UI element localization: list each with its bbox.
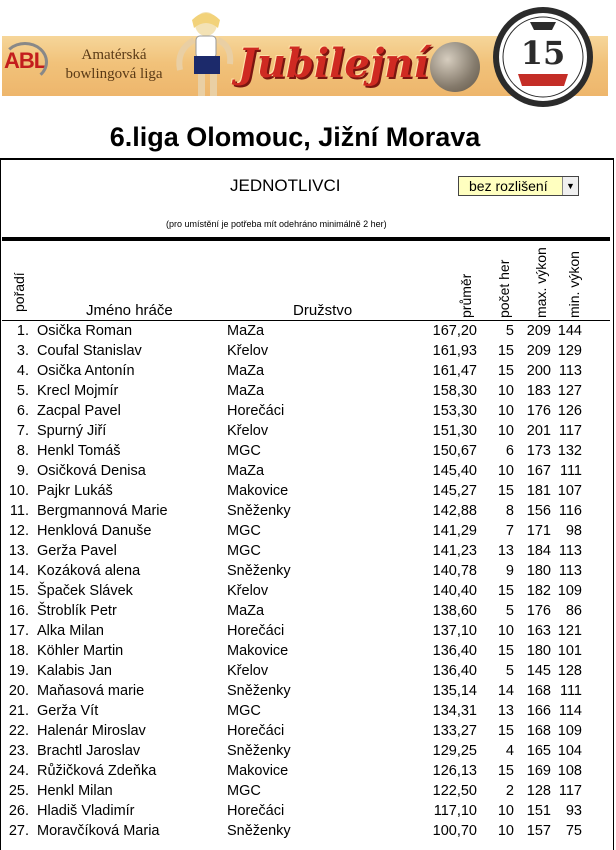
- average-cell: 136,40: [432, 663, 477, 679]
- max-score-cell: 168: [526, 683, 551, 699]
- team-cell: MaZa: [227, 603, 265, 619]
- average-cell: 158,30: [432, 383, 477, 399]
- games-count-cell: 10: [497, 623, 514, 639]
- column-header-max: max. výkon: [533, 247, 549, 318]
- games-count-cell: 10: [497, 463, 514, 479]
- rank-cell: 24.: [8, 763, 29, 779]
- rank-cell: 5.: [16, 383, 29, 399]
- rank-cell: 15.: [8, 583, 29, 599]
- rank-cell: 25.: [8, 783, 29, 799]
- table-row: [0, 682, 612, 702]
- min-score-cell: 93: [565, 803, 582, 819]
- team-cell: Sněženky: [227, 503, 291, 519]
- rank-cell: 14.: [8, 563, 29, 579]
- team-cell: MaZa: [227, 383, 265, 399]
- games-count-cell: 15: [497, 363, 514, 379]
- player-name-cell: Köhler Martin: [37, 643, 124, 659]
- rank-cell: 4.: [16, 363, 29, 379]
- team-cell: MGC: [227, 523, 261, 539]
- table-row: [0, 462, 612, 482]
- average-cell: 117,10: [433, 803, 477, 819]
- average-cell: 151,30: [432, 423, 477, 439]
- bowling-ball-icon: [430, 42, 480, 92]
- player-name-cell: Pajkr Lukáš: [37, 483, 113, 499]
- table-row: [0, 402, 612, 422]
- team-cell: Sněženky: [227, 743, 291, 759]
- team-cell: Horečáci: [227, 623, 285, 639]
- player-name-cell: Kalabis Jan: [37, 663, 112, 679]
- average-cell: 167,20: [432, 323, 477, 339]
- table-row: [0, 622, 612, 642]
- player-name-cell: Gerža Pavel: [37, 543, 117, 559]
- max-score-cell: 173: [526, 443, 551, 459]
- abl-logo[interactable]: [4, 48, 46, 74]
- anniversary-seal-icon: [490, 4, 596, 110]
- column-header-rank: pořadí: [11, 272, 27, 312]
- chevron-down-icon[interactable]: ▼: [562, 177, 578, 195]
- team-cell: Makovice: [227, 483, 289, 499]
- rank-cell: 20.: [8, 683, 29, 699]
- table-row: [0, 362, 612, 382]
- average-cell: 141,29: [432, 523, 477, 539]
- rank-cell: 3.: [16, 343, 29, 359]
- page-title: 6.liga Olomouc, Jižní Morava: [109, 122, 481, 152]
- league-name-line2: bowlingová liga: [65, 66, 163, 82]
- table-row: [0, 442, 612, 462]
- rank-cell: 16.: [8, 603, 29, 619]
- team-cell: Křelov: [227, 343, 269, 359]
- rank-cell: 22.: [8, 723, 29, 739]
- table-row: [0, 502, 612, 522]
- player-name-cell: Henkl Milan: [37, 783, 113, 799]
- min-score-cell: 109: [557, 723, 582, 739]
- jubilee-text: Jubilejní: [238, 40, 429, 87]
- player-name-cell: Bergmannová Marie: [37, 503, 168, 519]
- table-row: [0, 582, 612, 602]
- average-cell: 133,27: [432, 723, 477, 739]
- seal-number: 15: [520, 34, 566, 72]
- team-cell: Křelov: [227, 663, 269, 679]
- rank-cell: 27.: [8, 823, 29, 839]
- average-cell: 145,40: [432, 463, 477, 479]
- min-score-cell: 117: [558, 783, 582, 799]
- games-count-cell: 5: [505, 603, 514, 619]
- column-header-avg: průměr: [458, 273, 474, 318]
- team-cell: Horečáci: [227, 723, 285, 739]
- min-score-cell: 111: [559, 683, 582, 699]
- team-cell: MaZa: [227, 323, 265, 339]
- max-score-cell: 184: [526, 543, 551, 559]
- min-score-cell: 121: [557, 623, 582, 639]
- average-cell: 145,27: [432, 483, 477, 499]
- team-cell: Horečáci: [227, 803, 285, 819]
- rank-cell: 7.: [16, 423, 29, 439]
- column-header-divider: [2, 320, 610, 321]
- games-count-cell: 4: [505, 743, 514, 759]
- average-cell: 122,50: [432, 783, 477, 799]
- table-row: [0, 562, 612, 582]
- average-cell: 137,10: [432, 623, 477, 639]
- team-cell: MGC: [227, 543, 261, 559]
- max-score-cell: 128: [526, 783, 551, 799]
- team-cell: Křelov: [227, 423, 269, 439]
- rank-cell: 1.: [16, 323, 29, 339]
- table-row: [0, 802, 612, 822]
- min-score-cell: 86: [565, 603, 582, 619]
- max-score-cell: 168: [526, 723, 551, 739]
- average-cell: 153,30: [432, 403, 477, 419]
- player-name-cell: Moravčíková Maria: [37, 823, 160, 839]
- logo-ring-icon: [2, 42, 48, 82]
- table-row: [0, 782, 612, 802]
- player-name-cell: Hladiš Vladimír: [37, 803, 135, 819]
- games-count-cell: 9: [505, 563, 514, 579]
- average-cell: 135,14: [432, 683, 477, 699]
- max-score-cell: 163: [526, 623, 551, 639]
- team-cell: MGC: [227, 443, 261, 459]
- player-name-cell: Krecl Mojmír: [37, 383, 119, 399]
- column-header-games: počet her: [496, 259, 512, 318]
- max-score-cell: 200: [526, 363, 551, 379]
- max-score-cell: 166: [526, 703, 551, 719]
- rank-cell: 19.: [8, 663, 29, 679]
- max-score-cell: 176: [526, 403, 551, 419]
- min-score-cell: 132: [557, 443, 582, 459]
- team-cell: MGC: [227, 783, 261, 799]
- team-cell: Horečáci: [227, 403, 285, 419]
- rank-cell: 11.: [9, 503, 29, 519]
- table-row: [0, 822, 612, 842]
- league-name-line1: Amatérská: [81, 47, 147, 63]
- standings-table: [0, 322, 612, 842]
- table-row: [0, 742, 612, 762]
- player-name-cell: Gerža Vít: [37, 703, 99, 719]
- max-score-cell: 156: [526, 503, 551, 519]
- logo-text: ABL: [4, 48, 47, 73]
- min-score-cell: 128: [557, 663, 582, 679]
- column-header-name: Jméno hráče: [86, 302, 173, 319]
- games-count-cell: 15: [497, 583, 514, 599]
- games-count-cell: 10: [497, 803, 514, 819]
- player-name-cell: Henkl Tomáš: [37, 443, 121, 459]
- average-cell: 136,40: [432, 643, 477, 659]
- average-cell: 140,78: [432, 563, 477, 579]
- filter-dropdown[interactable]: [458, 176, 579, 196]
- games-count-cell: 10: [497, 403, 514, 419]
- min-score-cell: 113: [558, 363, 582, 379]
- min-score-cell: 144: [557, 323, 582, 339]
- banner: [0, 0, 616, 112]
- games-count-cell: 7: [505, 523, 514, 539]
- table-row: [0, 542, 612, 562]
- rank-cell: 9.: [16, 463, 29, 479]
- player-name-cell: Růžičková Zdeňka: [37, 763, 157, 779]
- average-cell: 134,31: [432, 703, 477, 719]
- min-score-cell: 109: [557, 583, 582, 599]
- rank-cell: 21.: [8, 703, 29, 719]
- player-name-cell: Osička Roman: [37, 323, 133, 339]
- player-name-cell: Henklová Danuše: [37, 523, 152, 539]
- average-cell: 141,23: [432, 543, 477, 559]
- average-cell: 100,70: [432, 823, 477, 839]
- player-name-cell: Maňasová marie: [37, 683, 145, 699]
- max-score-cell: 151: [526, 803, 551, 819]
- team-cell: Makovice: [227, 643, 289, 659]
- team-cell: MaZa: [227, 363, 265, 379]
- average-cell: 129,25: [432, 743, 477, 759]
- table-row: [0, 662, 612, 682]
- max-score-cell: 157: [526, 823, 551, 839]
- player-name-cell: Coufal Stanislav: [37, 343, 142, 359]
- player-name-cell: Špaček Slávek: [37, 583, 133, 599]
- games-count-cell: 15: [497, 483, 514, 499]
- max-score-cell: 183: [526, 383, 551, 399]
- max-score-cell: 176: [526, 603, 551, 619]
- player-name-cell: Štroblík Petr: [37, 603, 117, 619]
- bowler-girl-icon: [170, 10, 240, 96]
- average-cell: 161,93: [432, 343, 477, 359]
- min-score-cell: 114: [558, 703, 582, 719]
- team-cell: MGC: [227, 703, 261, 719]
- games-count-cell: 6: [505, 443, 514, 459]
- max-score-cell: 209: [526, 343, 551, 359]
- min-score-cell: 104: [557, 743, 582, 759]
- team-cell: Sněženky: [227, 563, 291, 579]
- team-cell: Sněženky: [227, 823, 291, 839]
- games-count-cell: 15: [497, 343, 514, 359]
- max-score-cell: 167: [526, 463, 551, 479]
- average-cell: 126,13: [432, 763, 477, 779]
- games-count-cell: 2: [505, 783, 514, 799]
- max-score-cell: 181: [526, 483, 551, 499]
- table-row: [0, 602, 612, 622]
- player-name-cell: Kozáková alena: [37, 563, 141, 579]
- rank-cell: 6.: [16, 403, 29, 419]
- section-title: JEDNOTLIVCI: [230, 176, 341, 195]
- max-score-cell: 180: [526, 643, 551, 659]
- games-count-cell: 15: [497, 643, 514, 659]
- rank-cell: 10.: [8, 483, 29, 499]
- header-divider: [2, 237, 610, 241]
- player-name-cell: Osička Antonín: [37, 363, 135, 379]
- min-score-cell: 117: [558, 423, 582, 439]
- player-name-cell: Osičková Denisa: [37, 463, 146, 479]
- table-row: [0, 522, 612, 542]
- rank-cell: 18.: [8, 643, 29, 659]
- table-row: [0, 702, 612, 722]
- min-score-cell: 98: [565, 523, 582, 539]
- max-score-cell: 169: [526, 763, 551, 779]
- rank-cell: 8.: [16, 443, 29, 459]
- min-score-cell: 111: [559, 463, 582, 479]
- player-name-cell: Brachtl Jaroslav: [37, 743, 141, 759]
- min-score-cell: 107: [557, 483, 582, 499]
- table-row: [0, 762, 612, 782]
- team-cell: Sněženky: [227, 683, 291, 699]
- player-name-cell: Alka Milan: [37, 623, 104, 639]
- table-row: [0, 322, 612, 342]
- max-score-cell: 171: [526, 523, 551, 539]
- average-cell: 150,67: [432, 443, 477, 459]
- max-score-cell: 182: [526, 583, 551, 599]
- table-row: [0, 642, 612, 662]
- max-score-cell: 165: [526, 743, 551, 759]
- average-cell: 138,60: [432, 603, 477, 619]
- min-score-cell: 129: [557, 343, 582, 359]
- min-score-cell: 108: [557, 763, 582, 779]
- minimum-games-note: (pro umístění je potřeba mít odehráno minimálně 2 her): [166, 219, 387, 229]
- average-cell: 142,88: [432, 503, 477, 519]
- games-count-cell: 10: [497, 823, 514, 839]
- min-score-cell: 127: [557, 383, 582, 399]
- min-score-cell: 116: [558, 503, 582, 519]
- max-score-cell: 180: [526, 563, 551, 579]
- games-count-cell: 13: [497, 543, 514, 559]
- table-row: [0, 342, 612, 362]
- max-score-cell: 145: [526, 663, 551, 679]
- min-score-cell: 126: [557, 403, 582, 419]
- table-row: [0, 482, 612, 502]
- min-score-cell: 113: [558, 563, 582, 579]
- min-score-cell: 75: [565, 823, 582, 839]
- average-cell: 140,40: [432, 583, 477, 599]
- team-cell: Makovice: [227, 763, 289, 779]
- max-score-cell: 201: [526, 423, 551, 439]
- table-row: [0, 422, 612, 442]
- games-count-cell: 14: [497, 683, 514, 699]
- column-header-team: Družstvo: [293, 302, 353, 319]
- table-row: [0, 382, 612, 402]
- games-count-cell: 10: [497, 383, 514, 399]
- rank-cell: 13.: [8, 543, 29, 559]
- games-count-cell: 10: [497, 423, 514, 439]
- min-score-cell: 101: [557, 643, 582, 659]
- games-count-cell: 8: [505, 503, 514, 519]
- filter-dropdown-value: bez rozlišení: [469, 178, 548, 194]
- league-name: [54, 46, 174, 84]
- games-count-cell: 13: [497, 703, 514, 719]
- column-header-min: min. výkon: [566, 251, 582, 318]
- table-row: [0, 722, 612, 742]
- average-cell: 161,47: [432, 363, 477, 379]
- player-name-cell: Spurný Jiří: [37, 423, 107, 439]
- games-count-cell: 15: [497, 763, 514, 779]
- team-cell: Křelov: [227, 583, 269, 599]
- max-score-cell: 209: [526, 323, 551, 339]
- rank-cell: 26.: [8, 803, 29, 819]
- games-count-cell: 5: [505, 323, 514, 339]
- games-count-cell: 15: [497, 723, 514, 739]
- player-name-cell: Halenár Miroslav: [37, 723, 146, 739]
- rank-cell: 23.: [8, 743, 29, 759]
- player-name-cell: Zacpal Pavel: [37, 403, 121, 419]
- rank-cell: 17.: [8, 623, 29, 639]
- games-count-cell: 5: [505, 663, 514, 679]
- rank-cell: 12.: [8, 523, 29, 539]
- team-cell: MaZa: [227, 463, 265, 479]
- min-score-cell: 113: [558, 543, 582, 559]
